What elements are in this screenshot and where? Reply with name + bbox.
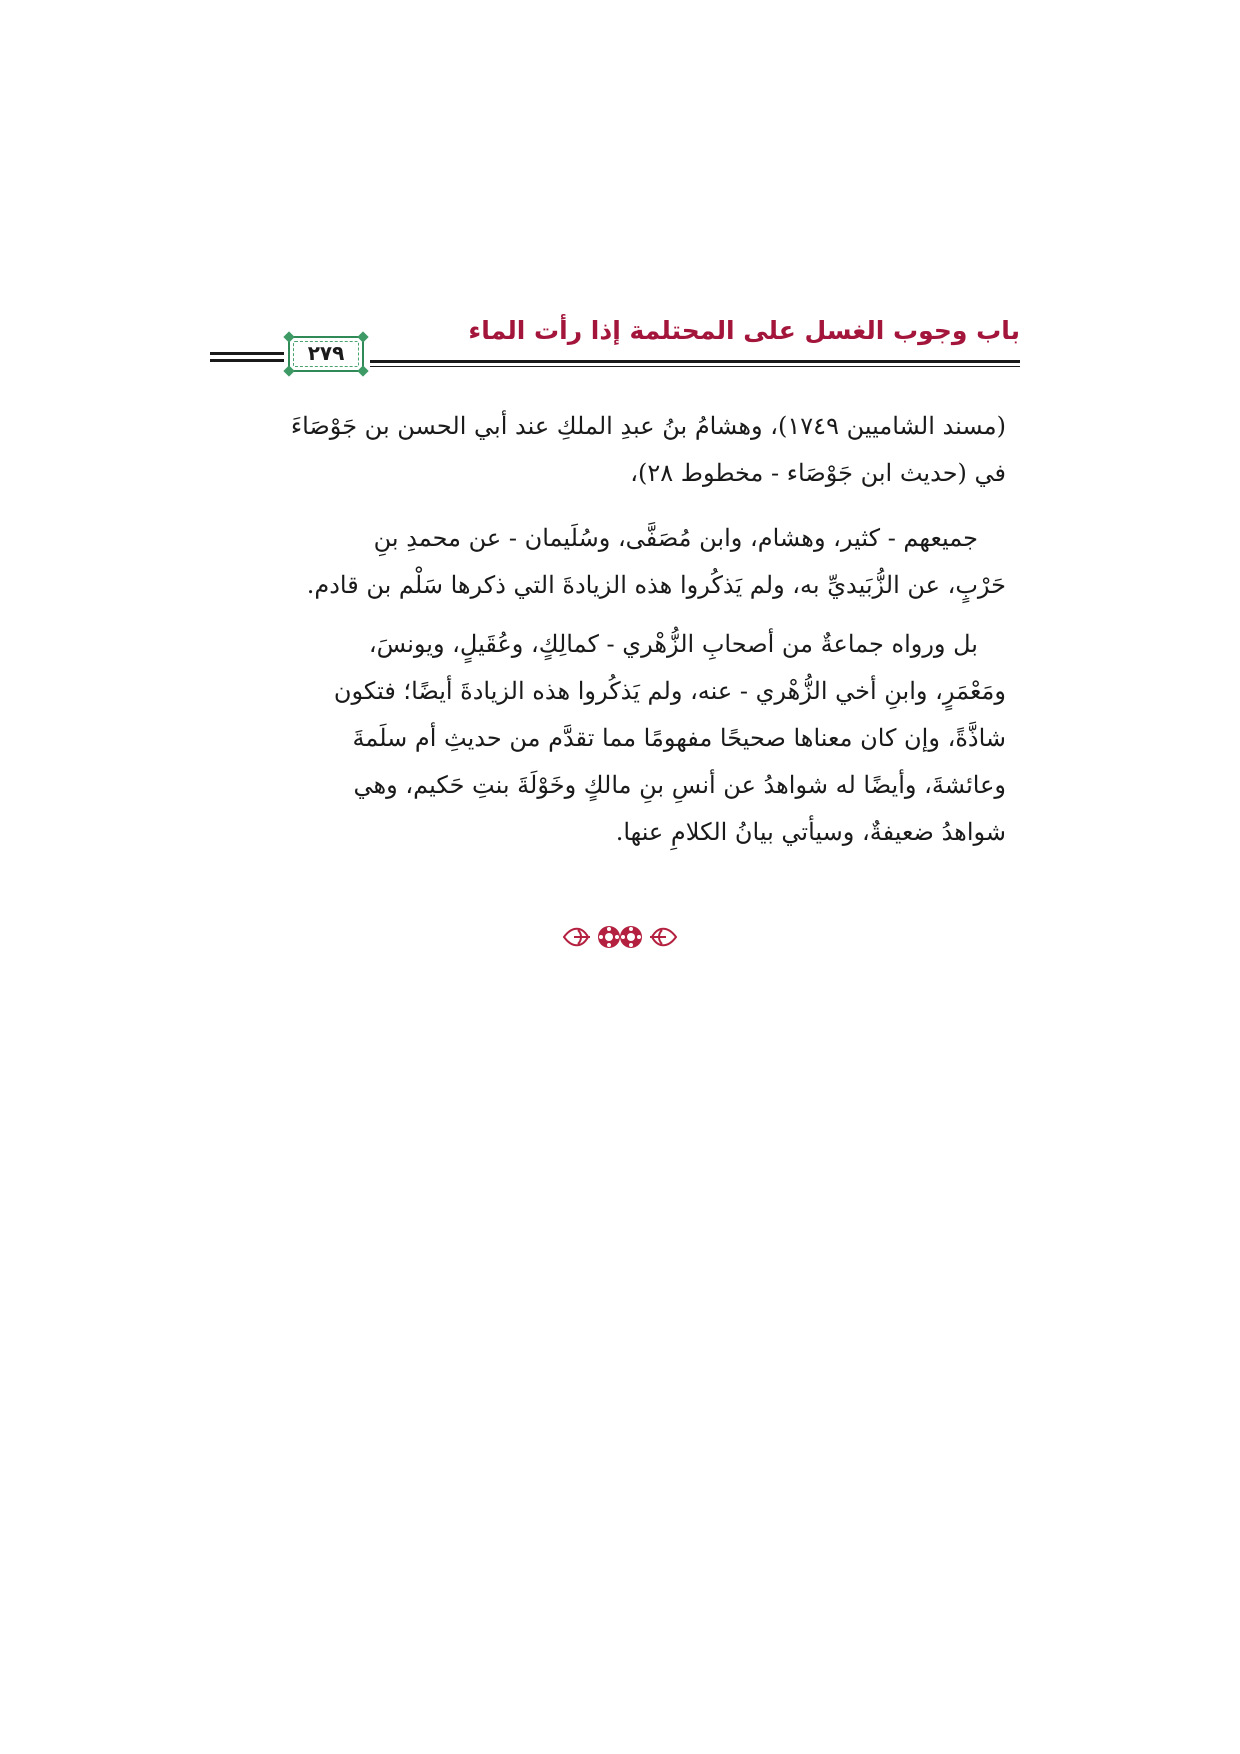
body-line: (مسند الشاميين ١٧٤٩)، وهشامُ بنُ عبدِ الملكِ عند أبي الحسن بن جَوْصَاءَ xyxy=(290,412,1006,440)
body-line: حَرْبٍ، عن الزُّبَيديِّ به، ولم يَذكُروا هذه الزيادةَ التي ذكرها سَلْم بن قادم. xyxy=(306,571,1006,599)
header-rule-thin xyxy=(370,366,1020,367)
header-rule-left-thick xyxy=(210,352,284,355)
badge-corner-icon xyxy=(283,365,294,376)
running-header xyxy=(210,316,1020,380)
body-line: شواهدُ ضعيفةٌ، وسيأتي بيانُ الكلامِ عنها. xyxy=(615,818,1006,846)
body-line: ومَعْمَرٍ، وابنِ أخي الزُّهْري - عنه، ولم يَذكُروا هذه الزيادةَ أيضًا؛ فتكون xyxy=(333,677,1006,705)
page-number: ٢٧٩ xyxy=(307,341,345,365)
body-text xyxy=(238,403,1006,856)
ornate-frame-icon xyxy=(288,336,364,372)
chapter-title: باب وجوب الغسل على المحتلمة إذا رأت الماء xyxy=(468,316,1020,345)
badge-corner-icon xyxy=(357,365,368,376)
body-line: جميعهم - كثير، وهشام، وابن مُصَفَّى، وسُلَيمان - عن محمدِ بنِ xyxy=(373,524,978,552)
body-line: شاذَّةً، وإن كان معناها صحيحًا مفهومًا مما تقدَّم من حديثِ أم سلَمةَ xyxy=(352,724,1006,752)
body-line: وعائشةَ، وأيضًا له شواهدُ عن أنسِ بنِ مالكٍ وخَوْلَةَ بنتِ حَكيم، وهي xyxy=(353,771,1006,799)
header-rule-left-thick-2 xyxy=(210,359,284,362)
body-line: في (حديث ابن جَوْصَاء - مخطوط ٢٨)، xyxy=(630,459,1006,487)
floral-divider-icon xyxy=(560,920,680,954)
header-rule-thick xyxy=(370,360,1020,363)
body-line: بل ورواه جماعةٌ من أصحابِ الزُّهْري - كمالِكٍ، وعُقَيلٍ، ويونسَ، xyxy=(368,630,978,658)
